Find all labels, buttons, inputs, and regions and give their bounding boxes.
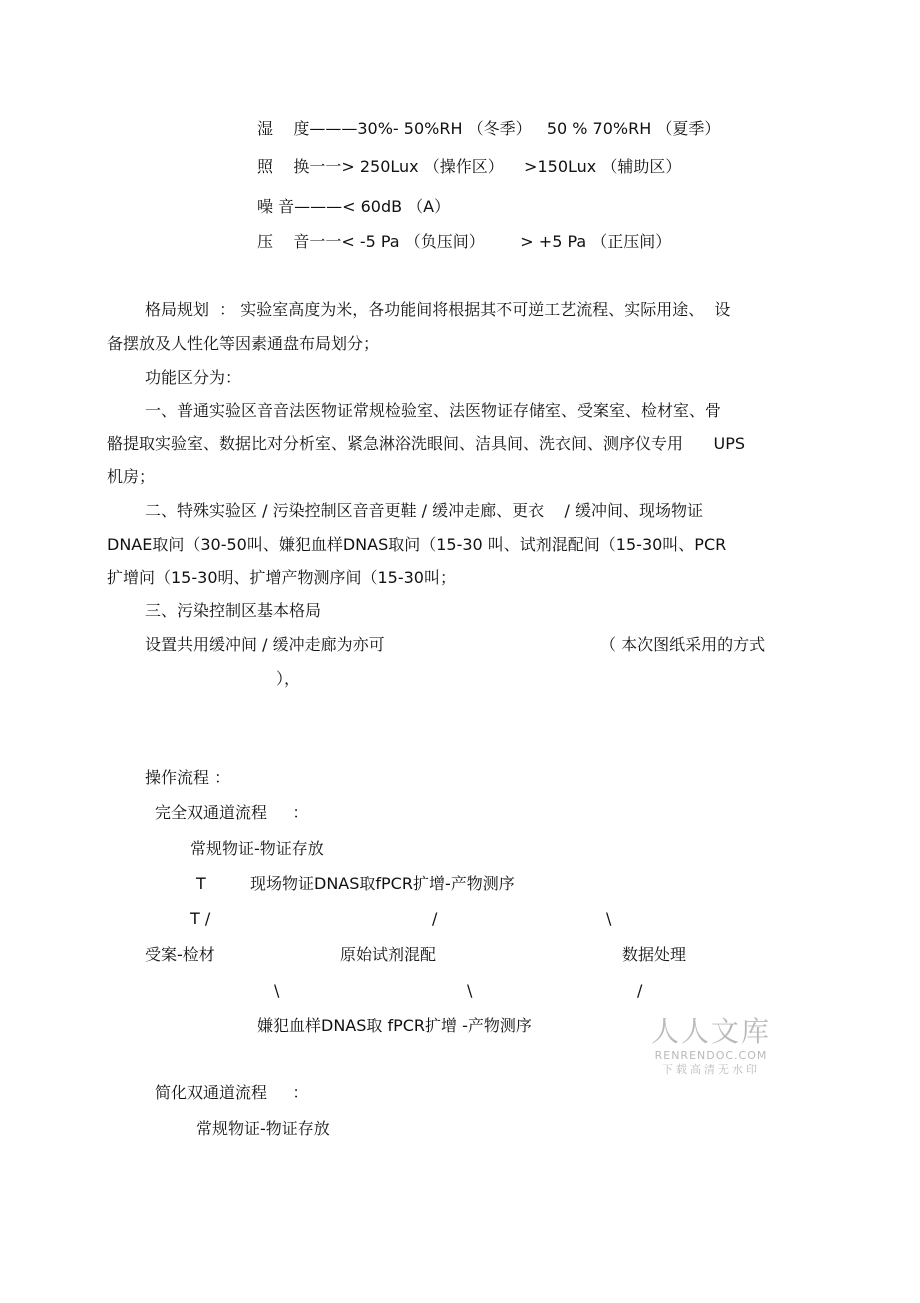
noise-line: 噪 音———< 60dB （A） <box>257 197 451 216</box>
watermark <box>646 1015 776 1077</box>
layout-paragraph-line-1: 格局规划 ： 实验室高度为米，各功能间将根据其不可逆工艺流程、实际用途、 设 <box>145 300 731 319</box>
zone-2-line-1: 二、特殊实验区 / 污染控制区音音更鞋 / 缓冲走廊、更衣 / 缓冲间、现场物证 <box>145 501 703 520</box>
buffer-note-left: 设置共用缓冲间 / 缓冲走廊为亦可 <box>145 635 385 654</box>
zone-1-line-2: 骼提取实验室、数据比对分析室、紧急淋浴洗眼间、洁具间、洗衣间、测序仪专用 UPS <box>107 434 746 453</box>
zone-2-line-2: DNAE取问（30-50叫、嫌犯血样DNAS取问（15-30 叫、试剂混配间（15-30叫、PCR <box>107 535 727 554</box>
zone-1-line-3: 机房； <box>107 467 156 486</box>
flow-node-data-processing: 数据处理 <box>622 945 687 964</box>
flow-heading: 操作流程 ： <box>145 768 231 787</box>
flow-node-suspect-blood: 嫌犯血样DNAS取 fPCR扩增 -产物测序 <box>257 1016 532 1035</box>
flow-node-scene-evidence: 现场物证DNAS取fPCR扩增-产物测序 <box>250 874 515 893</box>
flow-connector-slash-1: / <box>432 909 438 928</box>
flow-node-routine-evidence: 常规物证-物证存放 <box>190 839 324 858</box>
zone-3-heading: 三、污染控制区基本格局 <box>145 601 322 620</box>
flow-connector-backslash-2: \ <box>274 981 280 1000</box>
illumination-line: 照 换一一> 250Lux （操作区） >150Lux （辅助区） <box>257 157 682 176</box>
flow-connector-slash-2: / <box>637 981 643 1000</box>
buffer-note-right: （ 本次图纸采用的方式 <box>600 635 766 654</box>
flow-node-case-intake: 受案-检材 <box>145 945 215 964</box>
watermark-tagline: 下载高清无水印 <box>662 1063 760 1076</box>
flow-connector-backslash-3: \ <box>467 981 473 1000</box>
simplified-flow-node-routine-evidence: 常规物证-物证存放 <box>196 1119 330 1138</box>
flow-arrow-up-icon: T <box>196 874 206 893</box>
zones-heading: 功能区分为： <box>145 368 242 387</box>
flow-connector-backslash-1: \ <box>606 909 612 928</box>
flow-arrow-up-slash-icon: T / <box>190 909 211 928</box>
zone-2-line-3: 扩增问（15-30明、扩增产物测序间（15-30叫； <box>107 568 456 587</box>
simplified-dual-channel-heading: 简化双通道流程 ： <box>155 1083 309 1102</box>
full-dual-channel-heading: 完全双通道流程 ： <box>155 803 309 822</box>
flow-node-reagent-mixing: 原始试剂混配 <box>340 945 437 964</box>
buffer-note-close: ）， <box>276 669 301 688</box>
humidity-line: 湿 度———30%- 50%RH （冬季） 50 % 70%RH （夏季） <box>257 119 721 138</box>
zone-1-line-1: 一、普通实验区音音法医物证常规检验室、法医物证存储室、受案室、检材室、骨 <box>145 401 722 420</box>
watermark-brand: 人人文库 <box>650 1015 771 1048</box>
watermark-url: RENRENDOC.COM <box>654 1049 768 1062</box>
layout-paragraph-line-2: 备摆放及人性化等因素通盘布局划分； <box>107 334 380 353</box>
pressure-line: 压 音一一< -5 Pa （负压间） > +5 Pa （正压间） <box>257 232 672 251</box>
